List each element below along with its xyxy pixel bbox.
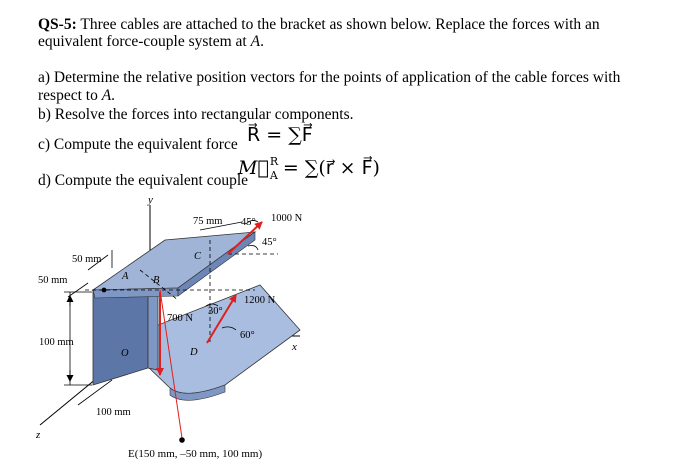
part-a-text-2-end: . bbox=[111, 87, 116, 104]
dim-100-bottom-label: 100 mm bbox=[96, 407, 131, 418]
equivalent-force-formula: R⃗ = ∑F⃗ bbox=[247, 124, 313, 146]
dim-50-lower-label: 50 mm bbox=[38, 275, 68, 286]
moment-symbol: M⃗ bbox=[238, 157, 269, 179]
question-label: QS-5: bbox=[38, 16, 77, 33]
force-700-label: 700 N bbox=[167, 313, 193, 324]
dim-100-vertical-label: 100 mm bbox=[39, 337, 74, 348]
part-c: c) Compute the equivalent force bbox=[38, 136, 238, 153]
point-a-ref-2: A bbox=[101, 87, 112, 104]
part-d: d) Compute the equivalent couple bbox=[38, 172, 249, 189]
axis-y-label: y bbox=[148, 194, 153, 206]
force-1200-label: 1200 N bbox=[244, 295, 276, 306]
part-a-text-2: respect to bbox=[38, 87, 102, 104]
angle-45a-label: 45° bbox=[241, 217, 256, 228]
dim-75-label: 75 mm bbox=[193, 216, 223, 227]
part-b: b) Resolve the forces into rectangular components. bbox=[38, 106, 354, 123]
force-1000-label: 1000 N bbox=[271, 213, 303, 224]
angle-45b-label: 45° bbox=[262, 237, 277, 248]
point-e-dot bbox=[179, 437, 185, 443]
point-b-label: B bbox=[153, 275, 160, 286]
point-c-label: C bbox=[194, 251, 202, 262]
point-a-label: A bbox=[122, 271, 129, 282]
angle-45b-arc bbox=[248, 246, 258, 251]
point-d-label: D bbox=[190, 347, 198, 358]
angle-30-label: 30° bbox=[208, 306, 223, 317]
axis-x-label: x bbox=[292, 341, 297, 353]
point-o-label: O bbox=[121, 348, 129, 359]
axis-z-label: z bbox=[36, 429, 41, 441]
dim-50-upper-label: 50 mm bbox=[72, 254, 102, 265]
point-e-label: E(150 mm, –50 mm, 100 mm) bbox=[128, 448, 263, 460]
moment-superscript: R bbox=[269, 155, 279, 168]
angle-60-label: 60° bbox=[240, 330, 255, 341]
question-text-2-end: . bbox=[260, 33, 264, 50]
point-a-ref: A bbox=[250, 33, 261, 50]
part-a-line-1: a) Determine the relative position vectors for the points of application of the cable forces with bbox=[38, 69, 621, 86]
moment-subscript: A bbox=[269, 169, 278, 182]
point-a-dot bbox=[102, 288, 107, 293]
top-plate bbox=[93, 232, 255, 290]
question-text-2: equivalent force-couple system at bbox=[38, 33, 251, 50]
moment-expression: = ∑(r⃗ × F⃗) bbox=[282, 157, 380, 179]
question-text-1: Three cables are attached to the bracket as shown below. Replace the forces with an bbox=[80, 16, 600, 33]
